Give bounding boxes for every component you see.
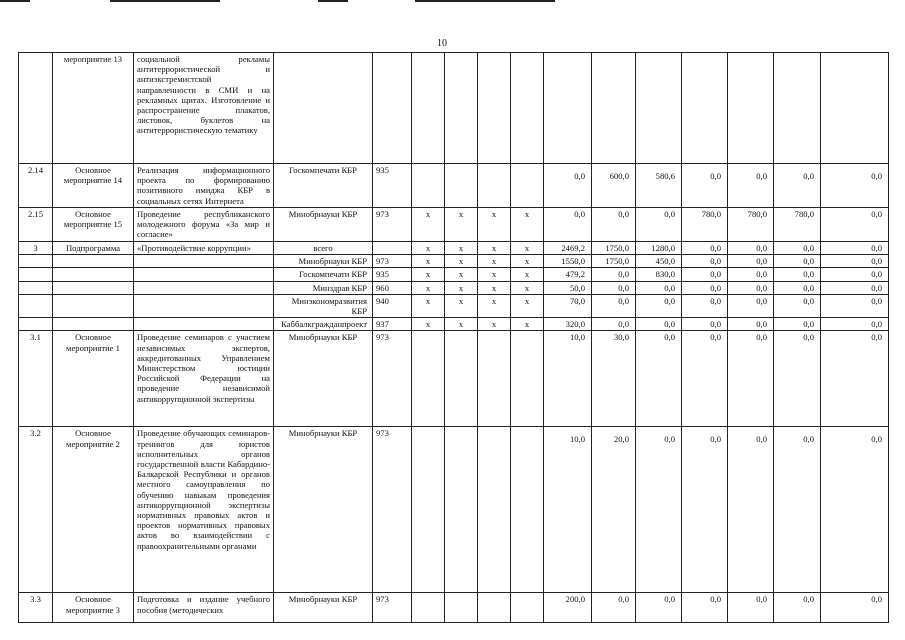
cell-amount: 0,0 bbox=[728, 281, 774, 294]
cell-amount: 1280,0 bbox=[636, 242, 682, 255]
cell-number bbox=[19, 268, 53, 281]
cell-mark: х bbox=[511, 255, 544, 268]
top-edge-mark-3 bbox=[318, 0, 348, 2]
cell-amount: 0,0 bbox=[592, 318, 636, 331]
cell-amount: 0,0 bbox=[774, 593, 821, 623]
cell-description bbox=[134, 318, 274, 331]
cell-amount: 20,0 bbox=[592, 427, 636, 593]
cell-mark bbox=[445, 593, 478, 623]
cell-amount: 1750,0 bbox=[592, 242, 636, 255]
cell-amount bbox=[728, 53, 774, 164]
cell-amount: 580,6 bbox=[636, 164, 682, 208]
cell-amount: 0,0 bbox=[728, 268, 774, 281]
cell-amount: 0,0 bbox=[636, 318, 682, 331]
table-row bbox=[19, 331, 889, 427]
cell-amount: 0,0 bbox=[774, 318, 821, 331]
cell-event bbox=[53, 294, 134, 317]
cell-executor: Каббалкгражданпроект bbox=[274, 318, 373, 331]
cell-amount: 30,0 bbox=[592, 331, 636, 427]
cell-amount: 0,0 bbox=[728, 593, 774, 623]
cell-event: мероприятие 13 bbox=[53, 53, 134, 164]
cell-description: Проведение обучающих семинаров-тренингов для юристов исполнительных органов государственной власти Кабардино-Балкарской Республики и органов местного самоуправления по обучению навыкам проведения антикоррупционной экспертизы нормативных правовых актов и проектов нормативных правовых актов во взаимодействии с правоохранительными органами bbox=[134, 427, 274, 593]
cell-amount: 0,0 bbox=[821, 255, 889, 268]
cell-amount: 0,0 bbox=[774, 255, 821, 268]
cell-mark: х bbox=[412, 294, 445, 317]
cell-mark: х bbox=[412, 255, 445, 268]
cell-amount: 0,0 bbox=[682, 242, 728, 255]
cell-amount: 0,0 bbox=[636, 281, 682, 294]
table-row bbox=[19, 208, 889, 242]
cell-mark bbox=[478, 427, 511, 593]
cell-executor: Госкомпечати КБР bbox=[274, 164, 373, 208]
cell-mark: х bbox=[511, 318, 544, 331]
cell-code: 973 bbox=[373, 255, 412, 268]
table-row bbox=[19, 255, 889, 268]
cell-amount: 0,0 bbox=[821, 427, 889, 593]
cell-amount: 0,0 bbox=[592, 593, 636, 623]
cell-amount: 50,0 bbox=[544, 281, 592, 294]
cell-mark: х bbox=[511, 208, 544, 242]
cell-amount: 0,0 bbox=[682, 294, 728, 317]
cell-event: Основное мероприятие 3 bbox=[53, 593, 134, 623]
cell-amount: 2469,2 bbox=[544, 242, 592, 255]
cell-amount: 600,0 bbox=[592, 164, 636, 208]
cell-amount bbox=[682, 53, 728, 164]
cell-amount: 320,0 bbox=[544, 318, 592, 331]
cell-amount: 0,0 bbox=[592, 208, 636, 242]
cell-mark: х bbox=[412, 281, 445, 294]
cell-event bbox=[53, 268, 134, 281]
cell-event: Основное мероприятие 1 bbox=[53, 331, 134, 427]
cell-event: Подпрограмма bbox=[53, 242, 134, 255]
cell-mark: х bbox=[478, 268, 511, 281]
cell-amount: 0,0 bbox=[636, 593, 682, 623]
table-row bbox=[19, 242, 889, 255]
cell-amount: 0,0 bbox=[728, 164, 774, 208]
cell-amount: 0,0 bbox=[728, 427, 774, 593]
cell-amount: 780,0 bbox=[682, 208, 728, 242]
cell-mark bbox=[445, 164, 478, 208]
cell-event bbox=[53, 281, 134, 294]
cell-code: 940 bbox=[373, 294, 412, 317]
program-funding-table bbox=[18, 52, 889, 623]
cell-mark: х bbox=[478, 294, 511, 317]
cell-mark bbox=[412, 593, 445, 623]
top-edge-mark-2 bbox=[110, 0, 220, 2]
cell-amount: 0,0 bbox=[774, 331, 821, 427]
cell-amount bbox=[592, 53, 636, 164]
cell-amount: 479,2 bbox=[544, 268, 592, 281]
cell-event: Основное мероприятие 15 bbox=[53, 208, 134, 242]
cell-amount: 0,0 bbox=[682, 281, 728, 294]
cell-amount bbox=[544, 53, 592, 164]
cell-executor bbox=[274, 53, 373, 164]
cell-amount: 0,0 bbox=[821, 164, 889, 208]
cell-mark bbox=[412, 53, 445, 164]
cell-amount: 70,0 bbox=[544, 294, 592, 317]
cell-code: 960 bbox=[373, 281, 412, 294]
cell-amount: 0,0 bbox=[682, 331, 728, 427]
cell-executor: Минобрнауки КБР bbox=[274, 208, 373, 242]
cell-amount: 0,0 bbox=[821, 242, 889, 255]
cell-executor: Минобрнауки КБР bbox=[274, 593, 373, 623]
cell-mark bbox=[445, 427, 478, 593]
cell-number bbox=[19, 255, 53, 268]
cell-amount: 0,0 bbox=[592, 281, 636, 294]
table-row bbox=[19, 593, 889, 623]
cell-mark: х bbox=[445, 318, 478, 331]
cell-number bbox=[19, 281, 53, 294]
cell-description: Проведение республиканского молодежного форума «За мир и согласие» bbox=[134, 208, 274, 242]
cell-code bbox=[373, 53, 412, 164]
cell-mark bbox=[511, 427, 544, 593]
table-row bbox=[19, 427, 889, 593]
cell-amount: 0,0 bbox=[682, 255, 728, 268]
cell-amount: 200,0 bbox=[544, 593, 592, 623]
cell-code bbox=[373, 242, 412, 255]
cell-event bbox=[53, 255, 134, 268]
cell-number bbox=[19, 318, 53, 331]
cell-amount bbox=[636, 53, 682, 164]
cell-description: Проведение семинаров с участием независимых экспертов, аккредитованных Управлением Министерством юстиции Российской Федерации на проведение независимой антикоррупционной экспертизы bbox=[134, 331, 274, 427]
cell-mark: х bbox=[445, 255, 478, 268]
cell-amount: 0,0 bbox=[774, 294, 821, 317]
cell-mark: х bbox=[412, 208, 445, 242]
cell-mark bbox=[511, 164, 544, 208]
cell-mark bbox=[412, 427, 445, 593]
cell-amount: 1750,0 bbox=[592, 255, 636, 268]
cell-number bbox=[19, 294, 53, 317]
cell-mark: х bbox=[478, 255, 511, 268]
cell-description: социальной рекламы антитеррористической и антиэкстремистской направленности в СМИ и на рекламных щитах. Изготовление и распространение плакатов, листовок, буклетов на антитеррористическую тематику bbox=[134, 53, 274, 164]
cell-amount: 780,0 bbox=[728, 208, 774, 242]
cell-amount: 0,0 bbox=[636, 294, 682, 317]
cell-amount: 0,0 bbox=[728, 294, 774, 317]
cell-executor: Минобрнауки КБР bbox=[274, 255, 373, 268]
cell-amount: 0,0 bbox=[774, 164, 821, 208]
cell-amount: 0,0 bbox=[728, 242, 774, 255]
cell-amount: 10,0 bbox=[544, 331, 592, 427]
cell-code: 935 bbox=[373, 268, 412, 281]
cell-mark: х bbox=[478, 208, 511, 242]
cell-description bbox=[134, 268, 274, 281]
cell-executor: Минобрнауки КБР bbox=[274, 331, 373, 427]
cell-mark: х bbox=[511, 294, 544, 317]
cell-amount: 0,0 bbox=[821, 208, 889, 242]
cell-amount: 10,0 bbox=[544, 427, 592, 593]
top-edge-mark-1 bbox=[0, 0, 30, 2]
cell-amount: 0,0 bbox=[728, 255, 774, 268]
cell-mark bbox=[478, 331, 511, 427]
cell-mark: х bbox=[478, 318, 511, 331]
cell-amount: 0,0 bbox=[821, 281, 889, 294]
cell-code: 973 bbox=[373, 208, 412, 242]
cell-mark bbox=[412, 331, 445, 427]
table-row bbox=[19, 294, 889, 317]
cell-amount: 0,0 bbox=[592, 294, 636, 317]
cell-amount: 0,0 bbox=[728, 318, 774, 331]
cell-amount: 0,0 bbox=[774, 242, 821, 255]
cell-description bbox=[134, 255, 274, 268]
cell-amount: 0,0 bbox=[682, 427, 728, 593]
cell-number: 3.3 bbox=[19, 593, 53, 623]
cell-number: 3.1 bbox=[19, 331, 53, 427]
cell-description: Реализация информационного проекта по формированию позитивного имиджа КБР в социальных сетях Интернета bbox=[134, 164, 274, 208]
cell-description: Подготовка и издание учебного пособия (методических bbox=[134, 593, 274, 623]
cell-amount: 0,0 bbox=[774, 268, 821, 281]
cell-mark: х bbox=[511, 281, 544, 294]
cell-amount: 0,0 bbox=[636, 331, 682, 427]
cell-code: 973 bbox=[373, 593, 412, 623]
cell-mark bbox=[478, 593, 511, 623]
table-row bbox=[19, 164, 889, 208]
cell-amount bbox=[774, 53, 821, 164]
cell-mark bbox=[478, 53, 511, 164]
cell-number: 2.14 bbox=[19, 164, 53, 208]
cell-mark: х bbox=[478, 281, 511, 294]
cell-mark bbox=[511, 593, 544, 623]
cell-amount: 0,0 bbox=[682, 268, 728, 281]
cell-mark: х bbox=[412, 268, 445, 281]
cell-amount: 0,0 bbox=[544, 208, 592, 242]
cell-code: 935 bbox=[373, 164, 412, 208]
cell-amount: 0,0 bbox=[774, 281, 821, 294]
cell-description: «Противодействие коррупции» bbox=[134, 242, 274, 255]
cell-executor: Минобрнауки КБР bbox=[274, 427, 373, 593]
table-row bbox=[19, 281, 889, 294]
cell-amount: 0,0 bbox=[682, 318, 728, 331]
cell-mark: х bbox=[478, 242, 511, 255]
cell-amount: 0,0 bbox=[592, 268, 636, 281]
cell-amount: 830,0 bbox=[636, 268, 682, 281]
cell-mark bbox=[445, 53, 478, 164]
cell-mark: х bbox=[445, 208, 478, 242]
cell-amount: 450,0 bbox=[636, 255, 682, 268]
cell-amount: 0,0 bbox=[636, 208, 682, 242]
cell-executor: всего bbox=[274, 242, 373, 255]
cell-event: Основное мероприятие 14 bbox=[53, 164, 134, 208]
cell-mark: х bbox=[445, 294, 478, 317]
cell-amount: 0,0 bbox=[774, 427, 821, 593]
cell-event: Основное мероприятие 2 bbox=[53, 427, 134, 593]
cell-mark: х bbox=[445, 242, 478, 255]
table-row bbox=[19, 268, 889, 281]
cell-code: 937 bbox=[373, 318, 412, 331]
cell-mark: х bbox=[511, 268, 544, 281]
top-edge-mark-4 bbox=[415, 0, 555, 2]
table-row bbox=[19, 318, 889, 331]
cell-mark: х bbox=[445, 281, 478, 294]
cell-amount: 0,0 bbox=[682, 164, 728, 208]
cell-amount: 0,0 bbox=[821, 318, 889, 331]
cell-description bbox=[134, 294, 274, 317]
cell-mark: х bbox=[511, 242, 544, 255]
cell-amount: 0,0 bbox=[821, 593, 889, 623]
cell-executor: Минэкономразвития КБР bbox=[274, 294, 373, 317]
cell-number: 3.2 bbox=[19, 427, 53, 593]
cell-executor: Минздрав КБР bbox=[274, 281, 373, 294]
cell-mark: х bbox=[412, 318, 445, 331]
cell-amount: 0,0 bbox=[821, 294, 889, 317]
cell-number bbox=[19, 53, 53, 164]
cell-amount: 1550,0 bbox=[544, 255, 592, 268]
cell-amount: 0,0 bbox=[821, 331, 889, 427]
cell-description bbox=[134, 281, 274, 294]
cell-mark bbox=[511, 331, 544, 427]
cell-mark bbox=[511, 53, 544, 164]
cell-mark bbox=[412, 164, 445, 208]
cell-number: 2.15 bbox=[19, 208, 53, 242]
page-number: 10 bbox=[437, 38, 447, 49]
cell-amount: 0,0 bbox=[682, 593, 728, 623]
cell-code: 973 bbox=[373, 331, 412, 427]
cell-mark: х bbox=[412, 242, 445, 255]
cell-executor: Госкомпечати КБР bbox=[274, 268, 373, 281]
cell-code: 973 bbox=[373, 427, 412, 593]
cell-event bbox=[53, 318, 134, 331]
cell-amount: 0,0 bbox=[728, 331, 774, 427]
cell-amount: 0,0 bbox=[544, 164, 592, 208]
cell-amount: 780,0 bbox=[774, 208, 821, 242]
cell-amount bbox=[821, 53, 889, 164]
cell-amount: 0,0 bbox=[821, 268, 889, 281]
cell-mark bbox=[445, 331, 478, 427]
table-row bbox=[19, 53, 889, 164]
cell-mark: х bbox=[445, 268, 478, 281]
cell-number: 3 bbox=[19, 242, 53, 255]
cell-mark bbox=[478, 164, 511, 208]
cell-amount: 0,0 bbox=[636, 427, 682, 593]
